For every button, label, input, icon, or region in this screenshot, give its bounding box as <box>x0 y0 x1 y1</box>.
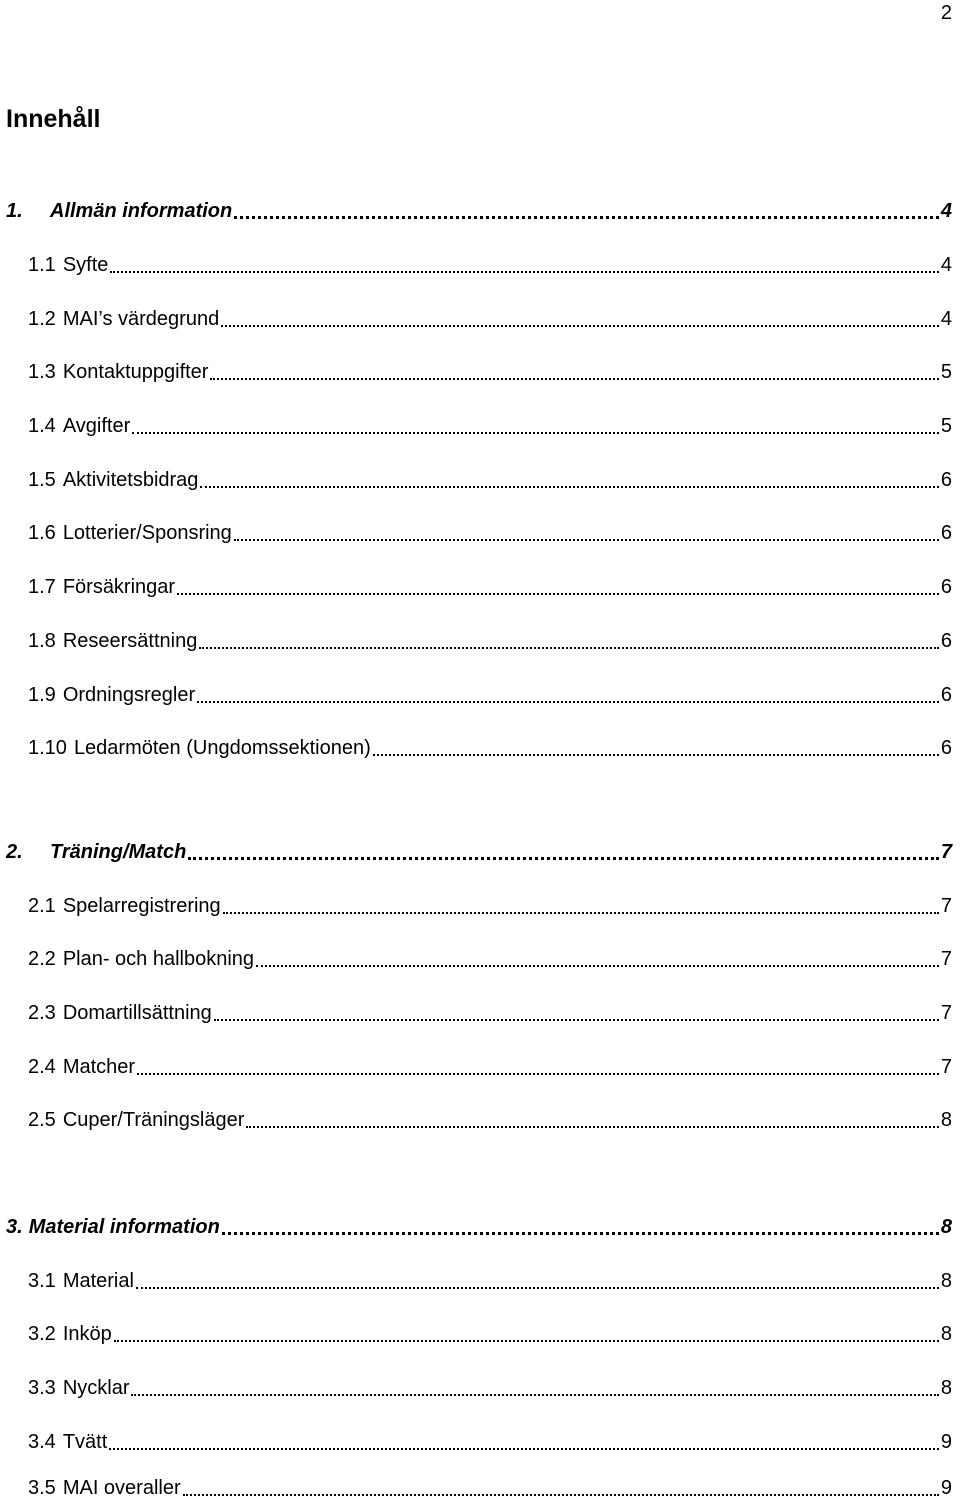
toc-entry-page: 9 <box>940 1477 952 1499</box>
toc-entry-ledarmoten[interactable] <box>28 731 952 761</box>
dot-leader <box>109 1448 939 1450</box>
toc-entry-page: 8 <box>940 1377 952 1399</box>
toc-entry-title: Lotterier/Sponsring <box>62 522 232 544</box>
toc-entry-page: 6 <box>940 684 952 706</box>
toc-entry-title: Plan- och hallbokning <box>62 948 255 970</box>
toc-entry-title: Cuper/Träningsläger <box>62 1109 245 1131</box>
dot-leader <box>210 378 938 380</box>
toc-entry-page: 8 <box>940 1323 952 1345</box>
toc-entry-title: Avgifter <box>62 415 131 437</box>
toc-entry-page: 7 <box>940 841 952 863</box>
toc-entry-page: 7 <box>940 895 952 917</box>
dot-leader <box>177 593 939 595</box>
toc-entry-page: 6 <box>940 576 952 598</box>
dot-leader <box>222 1232 939 1235</box>
toc-entry-title: Material information <box>28 1216 220 1238</box>
toc-section-traning-match[interactable] <box>6 835 952 865</box>
dot-leader <box>234 216 939 219</box>
dot-leader <box>132 432 939 434</box>
page-number: 2 <box>940 2 952 24</box>
dot-leader <box>200 486 938 488</box>
toc-entry-plan-och-hallbokning[interactable] <box>28 942 952 972</box>
toc-entry-number: 2.2 <box>28 948 56 970</box>
dot-leader <box>246 1126 938 1128</box>
toc-entry-page: 7 <box>940 948 952 970</box>
toc-entry-title: Försäkringar <box>62 576 176 598</box>
toc-entry-title: Träning/Match <box>50 841 187 863</box>
toc-entry-number: 1.2 <box>28 308 56 330</box>
toc-entry-page: 6 <box>940 737 952 759</box>
toc-entry-page: 6 <box>940 630 952 652</box>
toc-entry-page: 8 <box>940 1109 952 1131</box>
toc-entry-page: 9 <box>940 1431 952 1453</box>
dot-leader <box>110 271 938 273</box>
toc-entry-number: 2.5 <box>28 1109 56 1131</box>
toc-entry-number: 3.3 <box>28 1377 56 1399</box>
toc-entry-number: 3.1 <box>28 1270 56 1292</box>
toc-entry-number: 1.5 <box>28 469 56 491</box>
toc-entry-forsakringar[interactable] <box>28 570 952 600</box>
toc-entry-spelarregistrering[interactable] <box>28 889 952 919</box>
toc-entry-page: 4 <box>940 254 952 276</box>
toc-entry-vardegrund[interactable] <box>28 302 952 332</box>
toc-entry-kontaktuppgifter[interactable] <box>28 355 952 385</box>
dot-leader <box>188 857 939 860</box>
toc-entry-title: Aktivitetsbidrag <box>62 469 199 491</box>
toc-entry-page: 5 <box>940 361 952 383</box>
dot-leader <box>234 539 939 541</box>
toc-entry-page: 5 <box>940 415 952 437</box>
toc-entry-number: 2.4 <box>28 1056 56 1078</box>
dot-leader <box>373 754 939 756</box>
toc-entry-syfte[interactable] <box>28 248 952 278</box>
dot-leader <box>183 1494 939 1496</box>
toc-entry-page: 4 <box>940 200 952 222</box>
toc-entry-number: 1. <box>6 200 23 222</box>
toc-entry-page: 7 <box>940 1056 952 1078</box>
dot-leader <box>114 1340 939 1342</box>
toc-entry-number: 3.2 <box>28 1323 56 1345</box>
toc-entry-cuper-traningslager[interactable] <box>28 1103 952 1133</box>
toc-entry-number: 3.5 <box>28 1477 56 1499</box>
toc-entry-title: Tvätt <box>62 1431 108 1453</box>
toc-entry-title: Material <box>62 1270 134 1292</box>
toc-entry-lotterier-sponsring[interactable] <box>28 516 952 546</box>
toc-section-material-information[interactable] <box>6 1210 952 1240</box>
toc-entry-number: 2.1 <box>28 895 56 917</box>
toc-entry-title: Ledarmöten (Ungdomssektionen) <box>73 737 371 759</box>
toc-entry-title: Spelarregistrering <box>62 895 221 917</box>
toc-entry-number: 1.6 <box>28 522 56 544</box>
toc-entry-tvatt[interactable] <box>28 1425 952 1455</box>
toc-entry-title: Syfte <box>62 254 109 276</box>
toc-entry-number: 3.4 <box>28 1431 56 1453</box>
toc-entry-title: Inköp <box>62 1323 112 1345</box>
toc-entry-mai-overaller[interactable] <box>28 1471 952 1501</box>
dot-leader <box>199 647 939 649</box>
toc-entry-title: Matcher <box>62 1056 136 1078</box>
toc-entry-number: 1.4 <box>28 415 56 437</box>
dot-leader <box>136 1287 939 1289</box>
toc-entry-page: 6 <box>940 522 952 544</box>
toc-entry-number: 3. <box>6 1216 23 1238</box>
toc-entry-title: Ordningsregler <box>62 684 196 706</box>
toc-entry-title: MAI overaller <box>62 1477 181 1499</box>
toc-entry-number: 1.3 <box>28 361 56 383</box>
toc-entry-ordningsregler[interactable] <box>28 678 952 708</box>
dot-leader <box>223 912 939 914</box>
dot-leader <box>214 1019 939 1021</box>
toc-entry-matcher[interactable] <box>28 1050 952 1080</box>
toc-entry-nycklar[interactable] <box>28 1371 952 1401</box>
toc-entry-number: 1.1 <box>28 254 56 276</box>
toc-entry-material[interactable] <box>28 1264 952 1294</box>
dot-leader <box>131 1394 938 1396</box>
dot-leader <box>137 1073 939 1075</box>
toc-entry-inkop[interactable] <box>28 1317 952 1347</box>
dot-leader <box>256 965 939 967</box>
toc-entry-reseersattning[interactable] <box>28 624 952 654</box>
dot-leader <box>221 325 939 327</box>
toc-entry-title: Allmän information <box>50 200 233 222</box>
toc-entry-page: 7 <box>940 1002 952 1024</box>
toc-entry-aktivitetsbidrag[interactable] <box>28 463 952 493</box>
toc-entry-page: 4 <box>940 308 952 330</box>
toc-heading: Innehåll <box>6 105 101 133</box>
toc-entry-page: 8 <box>940 1270 952 1292</box>
toc-entry-page: 8 <box>940 1216 952 1238</box>
toc-entry-title: MAI’s värdegrund <box>62 308 220 330</box>
toc-entry-number: 2. <box>6 841 23 863</box>
toc-entry-number: 1.9 <box>28 684 56 706</box>
toc-entry-number: 2.3 <box>28 1002 56 1024</box>
toc-entry-number: 1.8 <box>28 630 56 652</box>
toc-entry-title: Nycklar <box>62 1377 130 1399</box>
toc-entry-number: 1.7 <box>28 576 56 598</box>
toc-section-allman-information[interactable] <box>6 194 952 224</box>
toc-entry-number: 1.10 <box>28 737 67 759</box>
dot-leader <box>197 701 939 703</box>
toc-entry-page: 6 <box>940 469 952 491</box>
toc-entry-domartillsattning[interactable] <box>28 996 952 1026</box>
toc-entry-title: Kontaktuppgifter <box>62 361 209 383</box>
toc-entry-title: Domartillsättning <box>62 1002 212 1024</box>
toc-entry-title: Reseersättning <box>62 630 198 652</box>
toc-entry-avgifter[interactable] <box>28 409 952 439</box>
